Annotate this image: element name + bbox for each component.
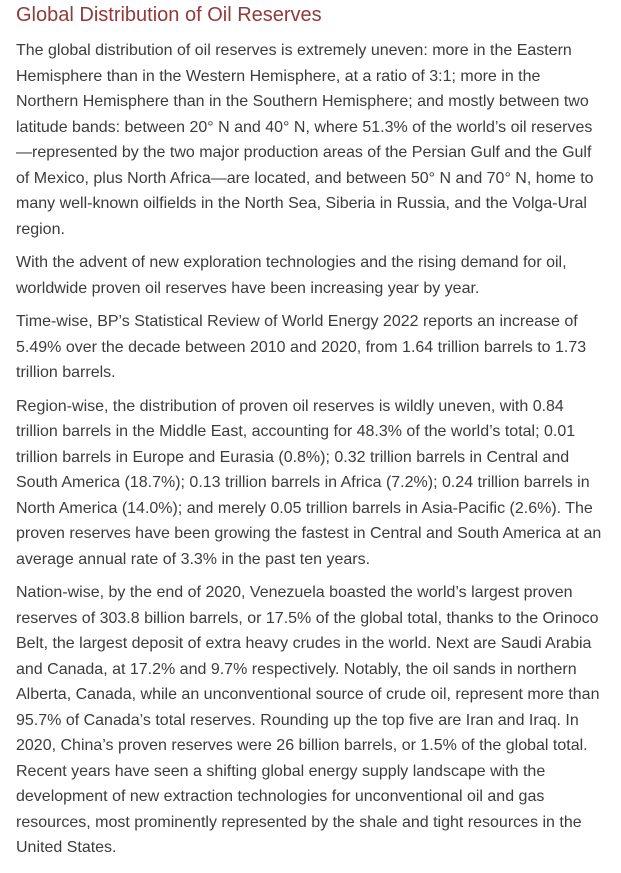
paragraph-time-wise: Time-wise, BP’s Statistical Review of World Energy 2022 reports an increase of 5.49% over the decade between 2010 and 2020, from 1.64 trillion barrels to 1.73 trillion barrels. xyxy=(16,313,587,381)
page-title: Global Distribution of Oil Reserves xyxy=(16,4,322,26)
paragraph-hemisphere-distribution: The global distribution of oil reserves is extremely uneven: more in the Eastern Hemisphere than in the Western Hemisphere, at a ratio of 3:1; more in the Northern Hemisphere than in the Southern Hemisphere; and mostly between two latitude bands: between 20° N and 40° N, where 51.3% of the world’s oil reserves—represented by the two major production areas of the Persian Gulf and the Gulf of Mexico, plus North Africa—are located, and between 50° N and 70° N, home to many well-known oilfields in the North Sea, Siberia in Russia, and the Volga-Ural region. xyxy=(16,42,594,238)
paragraph-nation-wise: Nation-wise, by the end of 2020, Venezuela boasted the world’s largest proven reserves of 303.8 billion barrels, or 17.5% of the global total, thanks to the Orinoco Belt, the largest deposit of extra heavy crudes in the world. Next are Saudi Arabia and Canada, at 17.2% and 9.7% respectively. Notably, the oil sands in northern Alberta, Canada, while an unconventional source of crude oil, represent more than 95.7% of Canada’s total reserves. Rounding up the top five are Iran and Iraq. In 2020, China’s proven reserves were 26 billion barrels, or 1.5% of the global total. Recent years have seen a shifting global energy supply landscape with the development of new extraction technologies for unconventional oil and gas resources, most prominently represented by the shale and tight resources in the United States. xyxy=(16,584,600,856)
paragraph-exploration-growth: With the advent of new exploration technologies and the rising demand for oil, worldwide proven oil reserves have been increasing year by year. xyxy=(16,254,567,297)
paragraph-region-wise: Region-wise, the distribution of proven oil reserves is wildly uneven, with 0.84 trillion barrels in the Middle East, accounting for 48.3% of the world’s total; 0.01 trillion barrels in Europe and Eurasia (0.8%); 0.32 trillion barrels in Central and South America (18.7%); 0.13 trillion barrels in Africa (7.2%); 0.24 trillion barrels in North America (14.0%); and merely 0.05 trillion barrels in Asia-Pacific (2.6%). The proven reserves have been growing the fastest in Central and South America at an average annual rate of 3.3% in the past ten years. xyxy=(16,397,602,568)
